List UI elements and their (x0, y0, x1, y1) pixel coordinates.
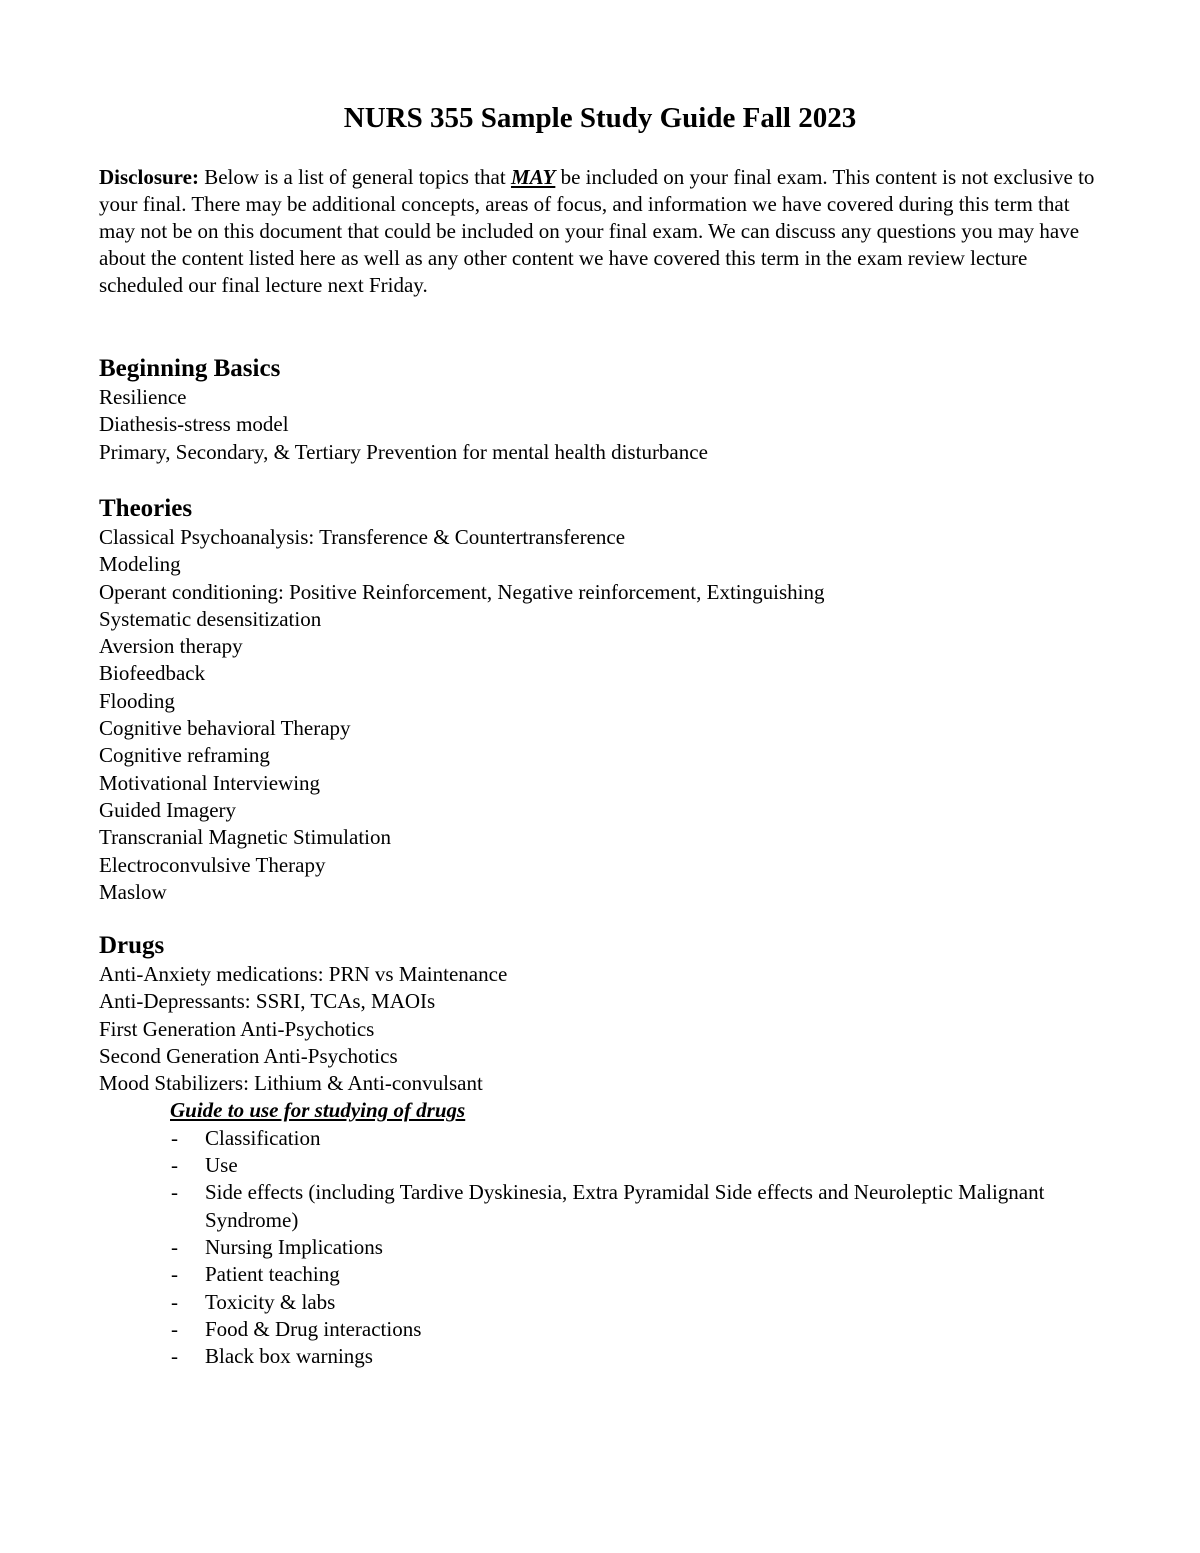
guide-list-item-text: Food & Drug interactions (205, 1316, 422, 1341)
guide-list-item (99, 1261, 1075, 1288)
drug-study-guide (170, 1097, 1109, 1370)
dash-bullet-icon: - (171, 1125, 178, 1150)
guide-list-item (99, 1316, 1075, 1343)
list-item: First Generation Anti-Psychotics (99, 1016, 375, 1041)
list-item: Resilience (99, 385, 187, 409)
page-title: NURS 355 Sample Study Guide Fall 2023 (343, 102, 857, 134)
list-item: Mood Stabilizers: Lithium & Anti-convulsant (99, 1071, 483, 1096)
list-item: Classical Psychoanalysis: Transference & Countertransference (99, 525, 626, 549)
list-item: Biofeedback (99, 661, 206, 686)
list-item: Second Generation Anti-Psychotics (99, 1043, 398, 1068)
dash-bullet-icon: - (171, 1344, 178, 1369)
dash-bullet-icon: - (171, 1262, 178, 1287)
dash-bullet-icon: - (171, 1289, 178, 1314)
list-item: Diathesis-stress model (99, 412, 289, 437)
disclosure-text-end: be included on your final exam. This content is not exclusive to your final. There may be additional concepts, areas of focus, and information we have covered during this term that may not be on this document that could be included on your final exam. We can discuss any questions you may have about the content listed here as well as any other content we have covered this term in the exam review lecture scheduled our final lecture next Friday. (99, 165, 1095, 297)
list-item: Anti-Depressants: SSRI, TCAs, MAOIs (99, 989, 436, 1014)
dash-bullet-icon: - (171, 1153, 178, 1178)
topic-list (99, 524, 1109, 906)
guide-list-item-text: Use (205, 1153, 238, 1178)
list-item: Transcranial Magnetic Stimulation (99, 825, 392, 850)
dash-bullet-icon: - (171, 1234, 178, 1259)
list-item: Aversion therapy (99, 634, 243, 659)
section-theories (99, 494, 1109, 906)
list-item: Cognitive reframing (99, 743, 270, 768)
section-heading: Beginning Basics (99, 355, 281, 382)
section-heading: Theories (99, 495, 193, 522)
guide-list-item-text: Side effects (including Tardive Dyskinesia, Extra Pyramidal Side effects and Neuroleptic Malignant Syndrome) (205, 1180, 1045, 1232)
guide-list-item-text: Black box warnings (205, 1344, 373, 1369)
guide-list-item (99, 1179, 1075, 1234)
disclosure-paragraph (99, 164, 1109, 299)
list-item: Motivational Interviewing (99, 770, 321, 795)
disclosure-text-start: Below is a list of general topics that (198, 165, 511, 189)
guide-list-item-text: Classification (205, 1125, 321, 1150)
drug-study-guide-list (99, 1125, 1109, 1371)
dash-bullet-icon: - (171, 1180, 178, 1205)
guide-list-item-text: Nursing Implications (205, 1234, 383, 1259)
section-drugs (99, 931, 1109, 1370)
list-item: Electroconvulsive Therapy (99, 852, 326, 877)
list-item: Systematic desensitization (99, 606, 322, 631)
disclosure-label: Disclosure: (99, 165, 199, 189)
list-item: Guided Imagery (99, 797, 237, 822)
guide-list-item (99, 1289, 1075, 1316)
section-heading: Drugs (99, 932, 165, 959)
list-item: Flooding (99, 688, 175, 713)
dash-bullet-icon: - (171, 1316, 178, 1341)
drug-study-guide-heading: Guide to use for studying of drugs (170, 1098, 466, 1123)
list-item: Anti-Anxiety medications: PRN vs Maintenance (99, 962, 508, 986)
list-item: Maslow (99, 879, 167, 904)
topic-list (99, 384, 1109, 466)
topic-list (99, 961, 1109, 1097)
guide-list-item (99, 1152, 1075, 1179)
list-item: Operant conditioning: Positive Reinforcement, Negative reinforcement, Extinguishing (99, 579, 825, 604)
guide-list-item-text: Patient teaching (205, 1262, 340, 1287)
guide-list-item (99, 1343, 1075, 1370)
section-beginning-basics (99, 354, 1109, 466)
list-item: Modeling (99, 552, 181, 577)
list-item: Primary, Secondary, & Tertiary Prevention for mental health disturbance (99, 439, 708, 464)
guide-list-item (99, 1125, 1075, 1152)
guide-list-item (99, 1234, 1075, 1261)
disclosure-emphasis: MAY (510, 165, 556, 189)
list-item: Cognitive behavioral Therapy (99, 716, 351, 741)
guide-list-item-text: Toxicity & labs (205, 1289, 336, 1314)
